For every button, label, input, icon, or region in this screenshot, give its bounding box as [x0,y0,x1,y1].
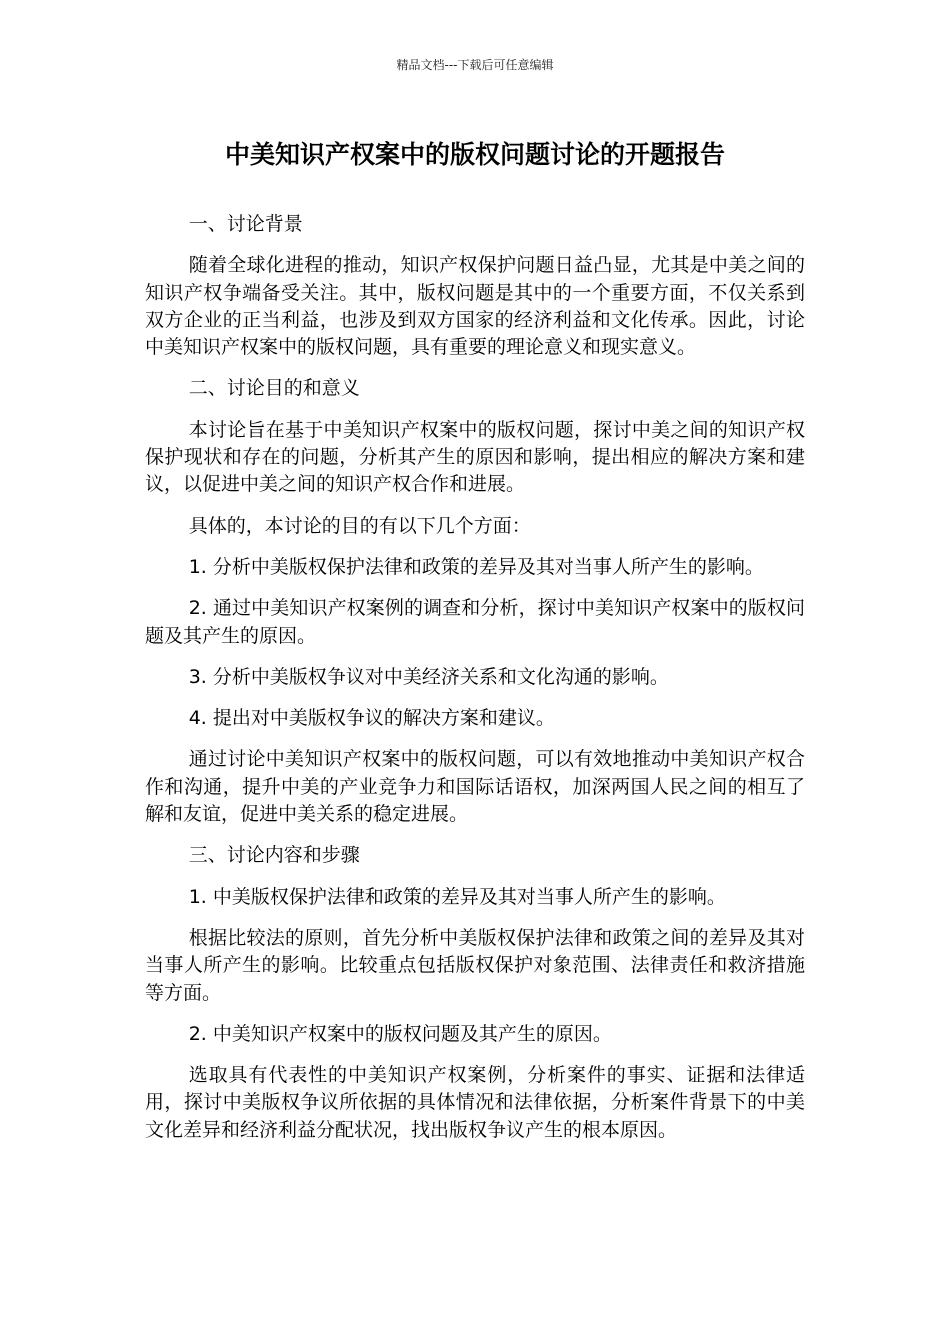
content-item-2: 2. 中美知识产权案中的版权问题及其产生的原因。 [188,1022,612,1045]
section-heading-purpose: 二、讨论目的和意义 [188,377,360,400]
header-note: 精品文档---下载后可任意编辑 [396,58,554,72]
content-item-1: 1. 中美版权保护法律和政策的差异及其对当事人所产生的影响。 [188,885,726,908]
paragraph-content-1: 根据比较法的原则，首先分析中美版权保护法律和政策之间的差异及其对当事人所产生的影响。比较重点包括版权保护对象范围、法律责任和救济措施等方面。 [145,926,805,1004]
purpose-item-1: 1. 分析中美版权保护法律和政策的差异及其对当事人所产生的影响。 [188,555,764,578]
purpose-item-2: 2. 通过中美知识产权案例的调查和分析，探讨中美知识产权案中的版权问题及其产生的原因。 [145,597,805,647]
section-heading-background: 一、讨论背景 [188,213,303,235]
paragraph-significance: 通过讨论中美知识产权案中的版权问题，可以有效地推动中美知识产权合作和沟通，提升中美的产业竞争力和国际话语权，加深两国人民之间的相互了解和友谊，促进中美关系的稳定进展。 [145,748,805,826]
paragraph-background: 随着全球化进程的推动，知识产权保护问题日益凸显，尤其是中美之间的知识产权争端备受关注。其中，版权问题是其中的一个重要方面，不仅关系到双方企业的正当利益，也涉及到双方国家的经济利益和文化传承。因此，讨论中美知识产权案中的版权问题，具有重要的理论意义和现实意义。 [145,254,805,359]
paragraph-purpose-intro: 具体的，本讨论的目的有以下几个方面： [188,514,531,537]
section-heading-content: 三、讨论内容和步骤 [188,844,360,867]
purpose-item-4: 4. 提出对中美版权争议的解决方案和建议。 [188,707,555,730]
paragraph-content-2: 选取具有代表性的中美知识产权案例，分析案件的事实、证据和法律适用，探讨中美版权争议所依据的具体情况和法律依据，分析案件背景下的中美文化差异和经济利益分配状况，找出版权争议产生的根本原因。 [145,1064,805,1141]
paragraph-purpose: 本讨论旨在基于中美知识产权案中的版权问题，探讨中美之间的知识产权保护现状和存在的问题，分析其产生的原因和影响，提出相应的解决方案和建议，以促进中美之间的知识产权合作和进展。 [145,418,805,496]
document-body [145,211,805,1158]
purpose-item-3: 3. 分析中美版权争议对中美经济关系和文化沟通的影响。 [188,665,669,688]
document-title: 中美知识产权案中的版权问题讨论的开题报告 [224,140,725,169]
